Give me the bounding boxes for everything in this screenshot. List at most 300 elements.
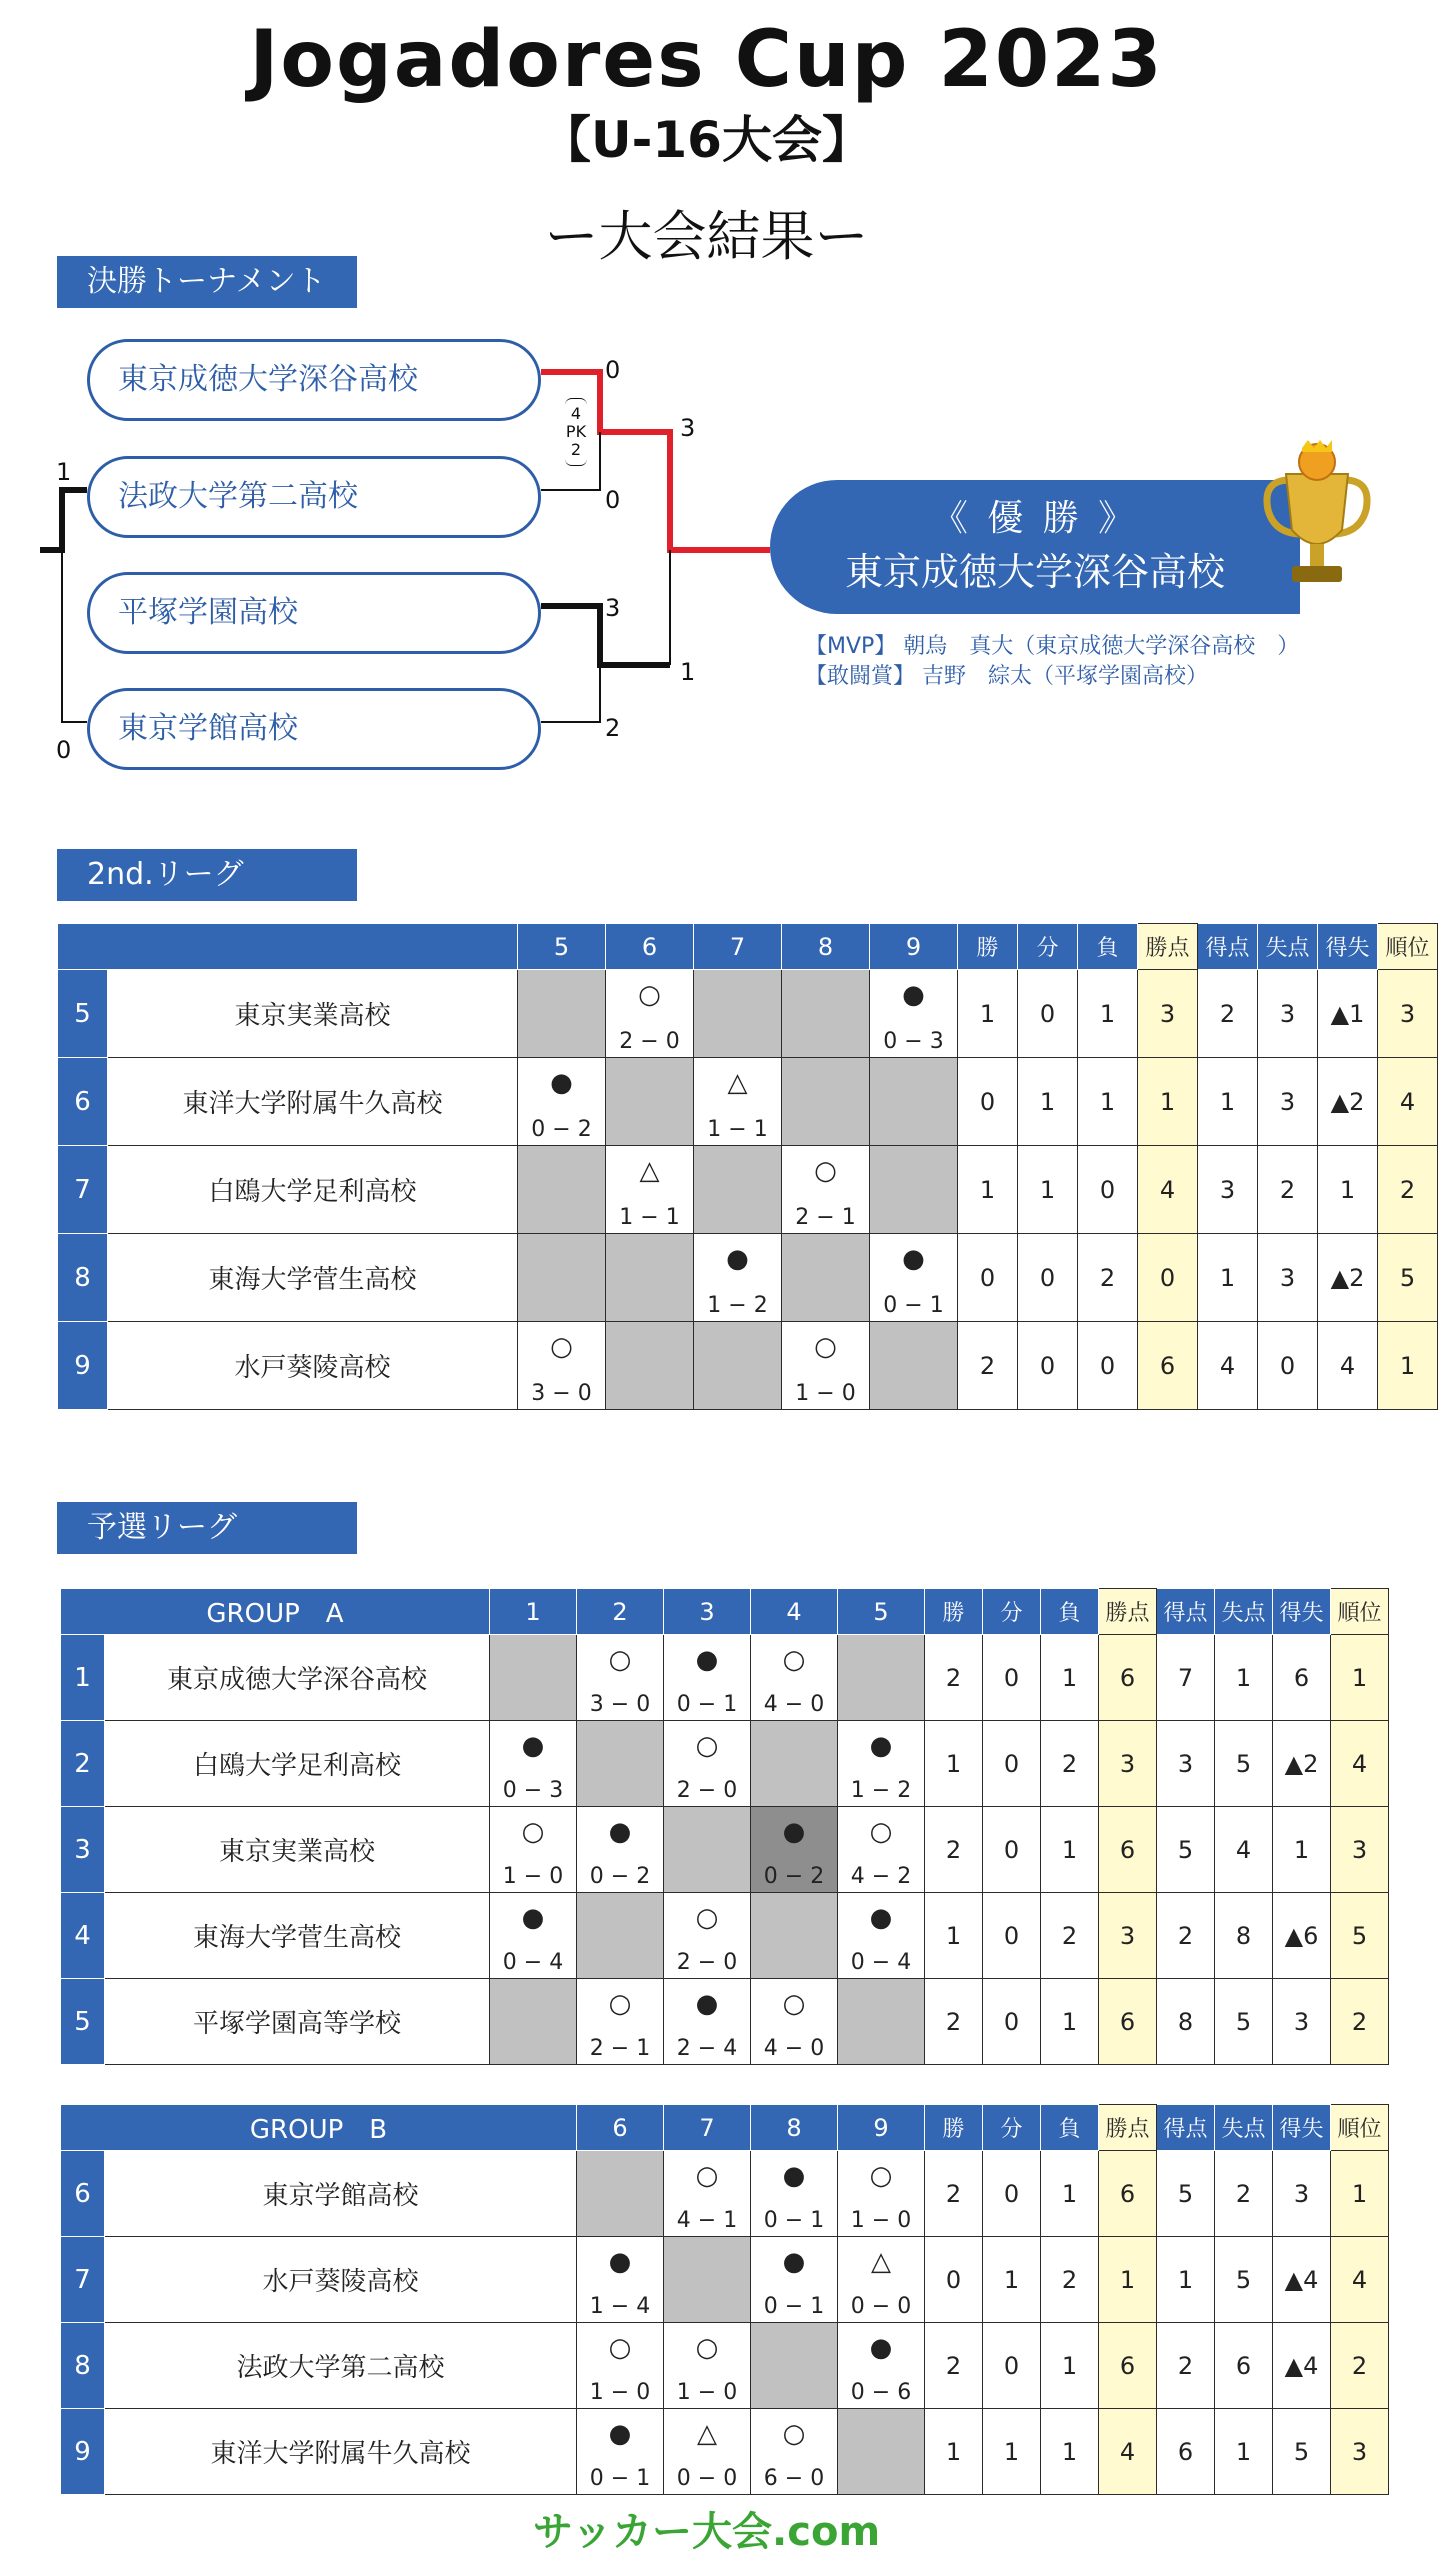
stat-cell: 5	[1215, 1721, 1273, 1807]
column-header-opponent: 2	[577, 1589, 664, 1635]
empty-cell	[751, 1721, 838, 1807]
stat-cell: 1	[1041, 1635, 1099, 1721]
row-number: 9	[58, 1322, 108, 1410]
result-symbol: △	[871, 2246, 892, 2277]
stat-cell: ▲6	[1273, 1893, 1331, 1979]
match-score: 1 − 2	[850, 1777, 912, 1803]
stat-cell: 2	[1198, 970, 1258, 1058]
stat-cell: 1	[1041, 2151, 1099, 2237]
match-score: 4 − 0	[763, 1691, 825, 1717]
empty-cell	[751, 1893, 838, 1979]
stat-cell: 2	[1078, 1234, 1138, 1322]
stat-cell: 3	[1099, 1721, 1157, 1807]
result-symbol: △	[697, 2418, 718, 2449]
team-name: 平塚学園高等学校	[105, 1979, 490, 2065]
table-row	[58, 1234, 1438, 1322]
team-name: 東京成徳大学深谷高校	[105, 1635, 490, 1721]
empty-cell	[694, 1146, 782, 1234]
stat-cell: 2	[1157, 2323, 1215, 2409]
empty-cell	[782, 1234, 870, 1322]
result-symbol: ●	[902, 979, 925, 1010]
empty-cell	[664, 2237, 751, 2323]
match-score: 6 − 0	[763, 2465, 825, 2491]
stat-cell: 1	[1099, 2237, 1157, 2323]
row-number: 1	[61, 1635, 105, 1721]
stat-cell: 6	[1138, 1322, 1198, 1410]
column-header-stat: 失点	[1215, 2105, 1273, 2151]
stat-cell: 4	[1318, 1322, 1378, 1410]
match-result-cell	[751, 2151, 838, 2237]
score-m2-bottom: 2	[605, 714, 621, 742]
column-header-opponent: 3	[664, 1589, 751, 1635]
stat-cell: 2	[1041, 1893, 1099, 1979]
column-header-stat: 分	[1018, 924, 1078, 970]
stat-cell: 1	[1273, 1807, 1331, 1893]
result-symbol: ○	[521, 1816, 545, 1847]
table-row	[58, 1058, 1438, 1146]
team-name: 東洋大学附属牛久高校	[105, 2409, 577, 2495]
bracket-team-4: 東京学館高校	[87, 688, 541, 770]
bracket-team-1: 東京成徳大学深谷高校	[87, 339, 541, 421]
result-symbol: ○	[695, 1902, 719, 1933]
column-header-opponent: 1	[490, 1589, 577, 1635]
mvp-award: 【MVP】 朝烏 真大（東京成徳大学深谷高校 ）	[805, 634, 1300, 659]
column-header-opponent: 8	[782, 924, 870, 970]
stat-cell: 2	[1157, 1893, 1215, 1979]
result-symbol: ○	[608, 1988, 632, 2019]
match-result-cell	[518, 1058, 606, 1146]
empty-cell	[606, 1234, 694, 1322]
column-header-opponent: 7	[694, 924, 782, 970]
stat-cell: 0	[1078, 1146, 1138, 1234]
match-score: 0 − 1	[763, 2207, 825, 2233]
stat-cell: 5	[1331, 1893, 1389, 1979]
match-result-cell	[751, 2409, 838, 2495]
champion-banner	[770, 480, 1300, 614]
match-result-cell	[606, 970, 694, 1058]
second-league-table	[57, 923, 1438, 1410]
score-final-bottom: 1	[680, 658, 696, 686]
match-result-cell	[694, 1058, 782, 1146]
stat-cell: 3	[1273, 1979, 1331, 2065]
stat-cell: 6	[1099, 1635, 1157, 1721]
match-result-cell	[751, 1807, 838, 1893]
table-row	[61, 1893, 1389, 1979]
stat-cell: 1	[1041, 2323, 1099, 2409]
stat-cell: 2	[1041, 1721, 1099, 1807]
match-score: 1 − 0	[795, 1380, 856, 1406]
match-score: 0 − 0	[676, 2465, 738, 2491]
table-row	[61, 1979, 1389, 2065]
bracket-line-third-loser	[62, 550, 87, 722]
match-result-cell	[782, 1322, 870, 1410]
team-name: 東海大学菅生高校	[108, 1234, 518, 1322]
stat-cell: 6	[1215, 2323, 1273, 2409]
stat-cell: 3	[1331, 1807, 1389, 1893]
match-score: 1 − 1	[707, 1116, 768, 1142]
stat-cell: 0	[1018, 1234, 1078, 1322]
result-symbol: ○	[782, 1988, 806, 2019]
column-header-stat: 得失	[1273, 2105, 1331, 2151]
match-result-cell	[577, 2237, 664, 2323]
column-header-opponent: 9	[870, 924, 958, 970]
champion-team: 東京成徳大学深谷高校	[844, 550, 1225, 594]
match-score: 0 − 3	[883, 1028, 944, 1054]
stat-cell: 4	[1198, 1322, 1258, 1410]
score-third-bottom: 0	[56, 736, 72, 764]
row-number: 4	[61, 1893, 105, 1979]
stat-cell: 3	[1258, 1058, 1318, 1146]
match-result-cell	[577, 2323, 664, 2409]
column-header-opponent: 6	[606, 924, 694, 970]
table-row	[61, 2409, 1389, 2495]
team-name: 東洋大学附属牛久高校	[108, 1058, 518, 1146]
result-symbol: ○	[814, 1331, 837, 1362]
bracket-line-third-winner	[40, 490, 87, 550]
stat-cell: 1	[1215, 1635, 1273, 1721]
page-title: Jogadores Cup 2023	[249, 15, 1164, 105]
stat-cell: 3	[1273, 2151, 1331, 2237]
match-result-cell	[606, 1146, 694, 1234]
row-number: 3	[61, 1807, 105, 1893]
match-result-cell	[838, 1807, 925, 1893]
column-header-opponent: 7	[664, 2105, 751, 2151]
match-result-cell	[577, 1979, 664, 2065]
result-symbol: ●	[869, 1902, 893, 1933]
match-score: 0 − 1	[883, 1292, 944, 1318]
team-name: 水戸葵陵高校	[105, 2237, 577, 2323]
match-result-cell	[870, 1234, 958, 1322]
row-number: 6	[61, 2151, 105, 2237]
stat-cell: 0	[958, 1234, 1018, 1322]
match-score: 2 − 0	[676, 1949, 738, 1975]
result-symbol: ●	[608, 1816, 632, 1847]
empty-cell	[782, 1058, 870, 1146]
match-score: 0 − 6	[850, 2379, 912, 2405]
stat-cell: 2	[925, 1979, 983, 2065]
stat-cell: 8	[1215, 1893, 1273, 1979]
match-result-cell	[490, 1807, 577, 1893]
score-final-top: 3	[680, 414, 696, 442]
table-row	[61, 2323, 1389, 2409]
stat-cell: 4	[1378, 1058, 1438, 1146]
match-result-cell	[577, 2409, 664, 2495]
result-symbol: ○	[608, 2332, 632, 2363]
stat-cell: 2	[1378, 1146, 1438, 1234]
column-header-stat: 順位	[1331, 2105, 1389, 2151]
match-score: 4 − 2	[850, 1863, 912, 1889]
empty-cell	[490, 1979, 577, 2065]
trophy-icon	[1262, 440, 1372, 600]
stat-cell: 2	[1331, 1979, 1389, 2065]
stat-cell: 0	[983, 1979, 1041, 2065]
stat-cell: 0	[983, 2323, 1041, 2409]
result-symbol: ○	[638, 979, 661, 1010]
match-result-cell	[751, 2237, 838, 2323]
result-symbol: ●	[521, 1730, 545, 1761]
match-score: 0 − 2	[763, 1863, 825, 1889]
stat-cell: 2	[925, 2151, 983, 2237]
match-score: 0 − 1	[589, 2465, 651, 2491]
stat-cell: 0	[1018, 970, 1078, 1058]
team-name: 東京実業高校	[105, 1807, 490, 1893]
table-group-header: GROUP B	[61, 2105, 577, 2151]
stat-cell: 3	[1331, 2409, 1389, 2495]
stat-cell: 2	[1258, 1146, 1318, 1234]
result-symbol: ○	[695, 2332, 719, 2363]
stat-cell: 0	[983, 2151, 1041, 2237]
row-number: 7	[58, 1146, 108, 1234]
stat-cell: 3	[1378, 970, 1438, 1058]
section-label-prelim-league: 予選リーグ	[57, 1502, 357, 1554]
stat-cell: 3	[1157, 1721, 1215, 1807]
match-score: 1 − 0	[502, 1863, 564, 1889]
result-symbol: ●	[726, 1243, 749, 1274]
column-header-stat: 得失	[1318, 924, 1378, 970]
team-name: 水戸葵陵高校	[108, 1322, 518, 1410]
match-score: 1 − 0	[850, 2207, 912, 2233]
result-symbol: ○	[814, 1155, 837, 1186]
match-score: 1 − 4	[589, 2293, 651, 2319]
stat-cell: 1	[1018, 1146, 1078, 1234]
result-symbol: ●	[695, 1644, 719, 1675]
stat-cell: 1	[1378, 1322, 1438, 1410]
stat-cell: 8	[1157, 1979, 1215, 2065]
match-result-cell	[694, 1234, 782, 1322]
empty-cell	[838, 1635, 925, 1721]
stat-cell: 6	[1157, 2409, 1215, 2495]
stat-cell: 1	[958, 970, 1018, 1058]
stat-cell: 2	[925, 1807, 983, 1893]
stat-cell: 0	[958, 1058, 1018, 1146]
match-score: 4 − 1	[676, 2207, 738, 2233]
stat-cell: 6	[1099, 1807, 1157, 1893]
empty-cell	[577, 1721, 664, 1807]
stat-cell: 0	[983, 1807, 1041, 1893]
stat-cell: ▲1	[1318, 970, 1378, 1058]
column-header-opponent: 5	[518, 924, 606, 970]
match-result-cell	[751, 1979, 838, 2065]
stat-cell: 4	[1331, 1721, 1389, 1807]
stat-cell: 0	[983, 1893, 1041, 1979]
stat-cell: 2	[958, 1322, 1018, 1410]
table-group-header: GROUP A	[61, 1589, 490, 1635]
empty-cell	[694, 1322, 782, 1410]
bracket-team-3: 平塚学園高校	[87, 572, 541, 654]
match-score: 2 − 0	[619, 1028, 680, 1054]
stat-cell: ▲2	[1318, 1234, 1378, 1322]
result-symbol: ●	[902, 1243, 925, 1274]
stat-cell: 0	[1078, 1322, 1138, 1410]
row-number: 2	[61, 1721, 105, 1807]
match-result-cell	[782, 1146, 870, 1234]
empty-cell	[782, 970, 870, 1058]
empty-cell	[606, 1322, 694, 1410]
empty-cell	[838, 2409, 925, 2495]
column-header-opponent: 6	[577, 2105, 664, 2151]
stat-cell: 5	[1215, 2237, 1273, 2323]
group-b-table	[60, 2104, 1389, 2495]
match-score: 1 − 2	[707, 1292, 768, 1318]
empty-cell	[518, 970, 606, 1058]
stat-cell: 3	[1258, 970, 1318, 1058]
team-name: 東京実業高校	[108, 970, 518, 1058]
stat-cell: 1	[1331, 1635, 1389, 1721]
table-row	[61, 1807, 1389, 1893]
match-result-cell	[838, 1721, 925, 1807]
column-header-stat: 負	[1041, 2105, 1099, 2151]
stat-cell: 7	[1157, 1635, 1215, 1721]
empty-cell	[870, 1146, 958, 1234]
table-row	[61, 1721, 1389, 1807]
match-score: 0 − 1	[763, 2293, 825, 2319]
match-result-cell	[518, 1322, 606, 1410]
result-symbol: ●	[869, 2332, 893, 2363]
match-score: 2 − 1	[589, 2035, 651, 2061]
group-a-table	[60, 1588, 1389, 2065]
pk-score: 4 PK 2	[565, 398, 587, 466]
stat-cell: 6	[1099, 2323, 1157, 2409]
column-header-stat: 負	[1041, 1589, 1099, 1635]
row-number: 8	[61, 2323, 105, 2409]
column-header-stat: 得点	[1157, 1589, 1215, 1635]
stat-cell: 1	[1041, 1807, 1099, 1893]
row-number: 7	[61, 2237, 105, 2323]
column-header-stat: 得失	[1273, 1589, 1331, 1635]
empty-cell	[518, 1234, 606, 1322]
stat-cell: 3	[1198, 1146, 1258, 1234]
row-number: 5	[61, 1979, 105, 2065]
match-result-cell	[664, 1893, 751, 1979]
match-score: 2 − 0	[676, 1777, 738, 1803]
match-score: 2 − 1	[795, 1204, 856, 1230]
stat-cell: 1	[925, 1721, 983, 1807]
match-result-cell	[664, 1635, 751, 1721]
match-score: 2 − 4	[676, 2035, 738, 2061]
result-symbol: ●	[782, 2246, 806, 2277]
stat-cell: 1	[1041, 1979, 1099, 2065]
stat-cell: 6	[1099, 2151, 1157, 2237]
match-result-cell	[490, 1721, 577, 1807]
stat-cell: 1	[1041, 2409, 1099, 2495]
empty-cell	[838, 1979, 925, 2065]
stat-cell: 5	[1273, 2409, 1331, 2495]
stat-cell: 0	[983, 1721, 1041, 1807]
match-score: 3 − 0	[589, 1691, 651, 1717]
column-header-opponent: 4	[751, 1589, 838, 1635]
site-logo: サッカー大会.com	[532, 2509, 881, 2555]
stat-cell: ▲4	[1273, 2323, 1331, 2409]
team-name: 東海大学菅生高校	[105, 1893, 490, 1979]
stat-cell: 1	[983, 2409, 1041, 2495]
empty-cell	[694, 970, 782, 1058]
column-header-stat: 失点	[1215, 1589, 1273, 1635]
table-row	[58, 1146, 1438, 1234]
stat-cell: ▲2	[1318, 1058, 1378, 1146]
stat-cell: 0	[1018, 1322, 1078, 1410]
empty-cell	[518, 1146, 606, 1234]
stat-cell: 1	[1318, 1146, 1378, 1234]
match-result-cell	[577, 1807, 664, 1893]
empty-cell	[577, 1893, 664, 1979]
column-header-stat: 順位	[1378, 924, 1438, 970]
stat-cell: 0	[983, 1635, 1041, 1721]
result-symbol: ○	[550, 1331, 573, 1362]
match-result-cell	[838, 1893, 925, 1979]
column-header-opponent: 5	[838, 1589, 925, 1635]
result-symbol: ○	[695, 1730, 719, 1761]
match-result-cell	[664, 2409, 751, 2495]
empty-cell	[606, 1058, 694, 1146]
stat-cell: 3	[1099, 1893, 1157, 1979]
column-header-stat: 分	[983, 2105, 1041, 2151]
stat-cell: 6	[1099, 1979, 1157, 2065]
stat-cell: 5	[1378, 1234, 1438, 1322]
column-header-opponent: 8	[751, 2105, 838, 2151]
column-header-stat: 勝点	[1099, 1589, 1157, 1635]
match-score: 0 − 4	[502, 1949, 564, 1975]
stat-cell: 1	[1198, 1234, 1258, 1322]
stat-cell: 2	[1331, 2323, 1389, 2409]
match-result-cell	[838, 2237, 925, 2323]
stat-cell: 0	[1138, 1234, 1198, 1322]
champion-label: 《 優 勝 》	[931, 498, 1139, 539]
column-header-stat: 勝	[958, 924, 1018, 970]
stat-cell: 5	[1215, 1979, 1273, 2065]
stat-cell: 1	[925, 2409, 983, 2495]
empty-cell	[751, 2323, 838, 2409]
page-subtitle: 【U-16大会】	[541, 111, 872, 169]
fighting-spirit-award: 【敢闘賞】 吉野 綜太（平塚学園高校）	[805, 664, 1208, 689]
stat-cell: 0	[925, 2237, 983, 2323]
empty-cell	[870, 1322, 958, 1410]
result-symbol: ●	[782, 2160, 806, 2191]
result-symbol: △	[727, 1067, 748, 1098]
empty-cell	[664, 1807, 751, 1893]
team-name: 白鴎大学足利高校	[108, 1146, 518, 1234]
match-result-cell	[664, 1979, 751, 2065]
stat-cell: 2	[925, 2323, 983, 2409]
result-symbol: ○	[782, 1644, 806, 1675]
empty-cell	[490, 1635, 577, 1721]
stat-cell: 1	[1198, 1058, 1258, 1146]
team-name: 法政大学第二高校	[105, 2323, 577, 2409]
match-result-cell	[870, 970, 958, 1058]
table-row	[58, 970, 1438, 1058]
stat-cell: 4	[1215, 1807, 1273, 1893]
row-number: 9	[61, 2409, 105, 2495]
stat-cell: 4	[1138, 1146, 1198, 1234]
stat-cell: 4	[1099, 2409, 1157, 2495]
stat-cell: 1	[1157, 2237, 1215, 2323]
empty-cell	[870, 1058, 958, 1146]
column-header-stat: 勝点	[1099, 2105, 1157, 2151]
match-result-cell	[751, 1635, 838, 1721]
stat-cell: 1	[983, 2237, 1041, 2323]
result-symbol: ●	[869, 1730, 893, 1761]
bracket-team-2: 法政大学第二高校	[87, 456, 541, 538]
match-result-cell	[838, 2151, 925, 2237]
stat-cell: 2	[925, 1635, 983, 1721]
stat-cell: 5	[1157, 1807, 1215, 1893]
result-symbol: ○	[869, 2160, 893, 2191]
score-third-top: 1	[56, 458, 72, 486]
stat-cell: 2	[1041, 2237, 1099, 2323]
row-number: 5	[58, 970, 108, 1058]
stat-cell: 1	[925, 1893, 983, 1979]
column-header-stat: 得点	[1157, 2105, 1215, 2151]
stat-cell: 1	[1331, 2151, 1389, 2237]
